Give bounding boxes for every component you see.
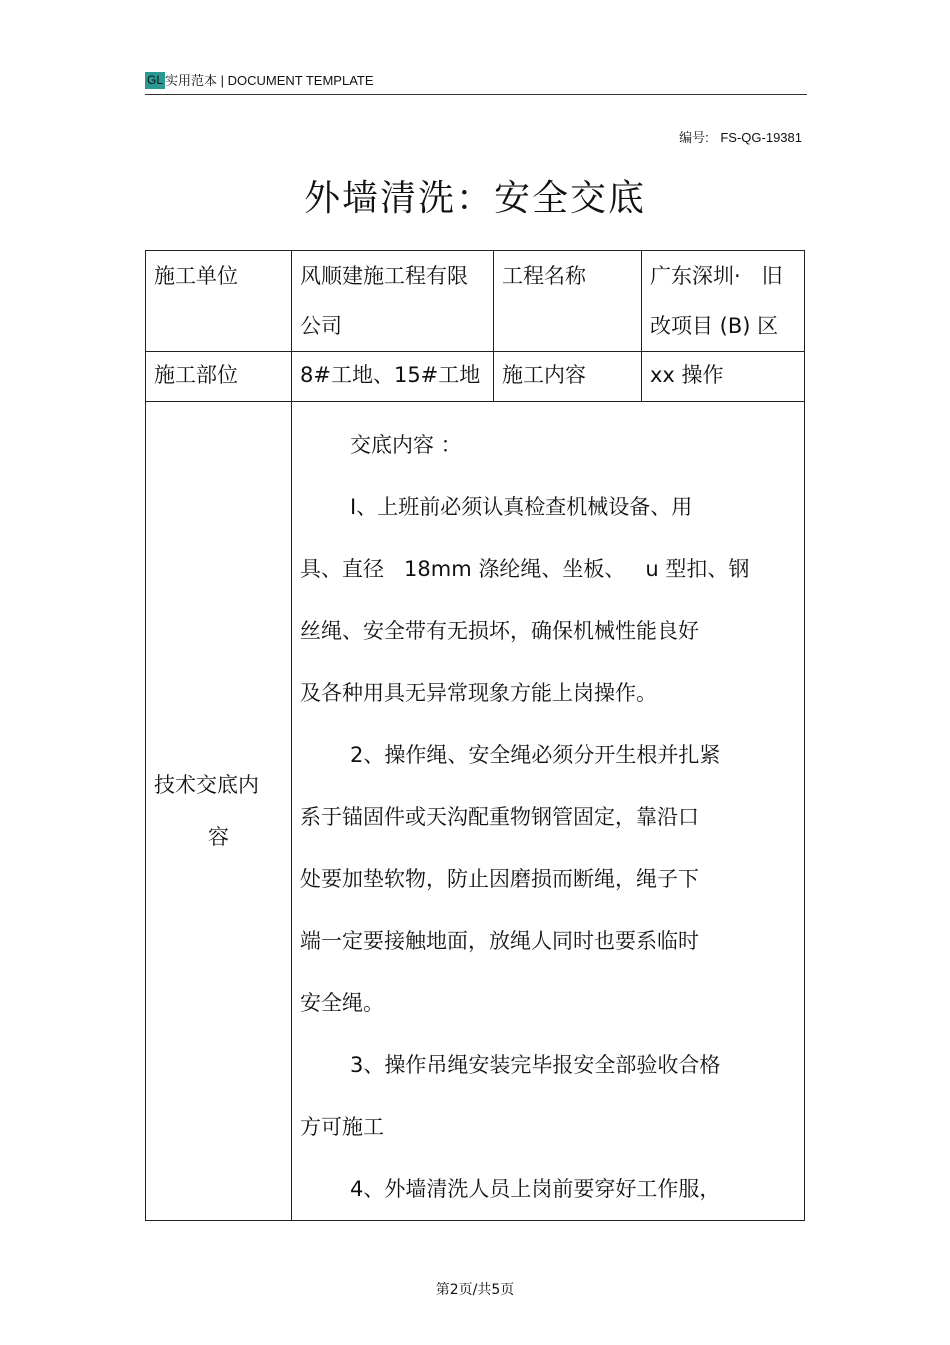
content-line: 及各种用具无异常现象方能上岗操作。: [300, 681, 657, 705]
page-title: 外墙清洗：安全交底: [303, 178, 646, 219]
content-line: 处要加垫软物，防止因磨损而断绳，绳子下: [300, 867, 699, 891]
project-name-label: 工程名称: [494, 251, 642, 352]
table-row: [146, 352, 805, 402]
page-header: [145, 70, 807, 95]
content-line: 安全绳。: [300, 991, 384, 1015]
content-line: 方可施工: [300, 1115, 384, 1139]
table-row: [146, 251, 805, 352]
construction-unit-value: 风顺建施工程有限公司: [292, 251, 494, 352]
content-line: 端一定要接触地面，放绳人同时也要系临时: [300, 929, 699, 953]
technical-briefing-content: [292, 402, 805, 1221]
briefing-table: [145, 250, 805, 1221]
project-name-value: 广东深圳· 旧改项目 (B) 区: [642, 251, 805, 352]
logo: GL: [146, 73, 163, 87]
construction-site-label: 施工部位: [146, 352, 292, 402]
content-line: 系于锚固件或天沟配重物钢管固定，靠沿口: [300, 805, 699, 829]
document-number: [671, 127, 802, 146]
page-footer: 第2页/共5页: [435, 1282, 515, 1298]
technical-briefing-label-line2: 容: [208, 825, 229, 849]
document-number-label: 编号:: [679, 130, 709, 145]
technical-briefing-label-line1: 技术交底内: [154, 773, 259, 797]
construction-unit-label: 施工单位: [146, 251, 292, 352]
content-line: 交底内容 ：: [350, 433, 462, 457]
content-line: I、上班前必须认真检查机械设备、用: [350, 495, 693, 519]
construction-content-value: xx 操作: [642, 352, 805, 402]
technical-briefing-label: [146, 402, 292, 1221]
header-text: 实用范本 | DOCUMENT TEMPLATE: [165, 73, 374, 88]
content-line: 具、直径 18mm 涤纶绳、坐板、 u 型扣、钢: [300, 557, 750, 581]
construction-site-value: 8#工地、15#工地: [292, 352, 494, 402]
content-line: 丝绳、安全带有无损坏，确保机械性能良好: [300, 619, 699, 643]
content-line: 4、外墙清洗人员上岗前要穿好工作服，: [350, 1177, 721, 1201]
content-line: 3、操作吊绳安装完毕报安全部验收合格: [350, 1053, 721, 1077]
content-line: 2、操作绳、安全绳必须分开生根并扎紧: [350, 743, 721, 767]
construction-content-label: 施工内容: [494, 352, 642, 402]
document-number-value: FS-QG-19381: [720, 130, 802, 145]
table-row: [146, 402, 805, 1221]
